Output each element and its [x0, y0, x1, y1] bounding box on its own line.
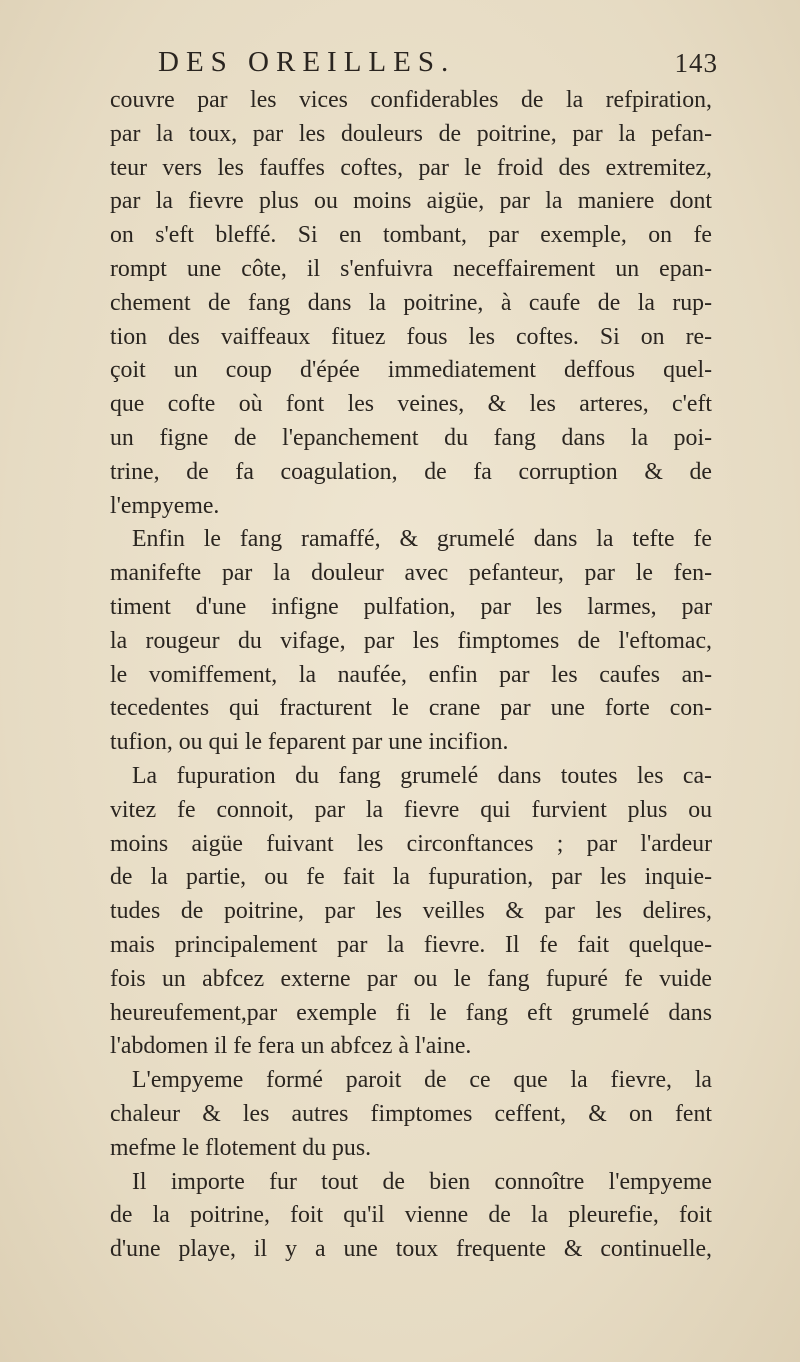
text-line: çoit un coup d'épée immediatement deffous quel-	[110, 357, 712, 384]
text-line: tion des vaiffeaux fituez fous les coftes. Si on re-	[110, 323, 712, 350]
text-line: tufion, ou qui le feparent par une incifion.	[110, 729, 509, 756]
text-line: l'empyeme.	[110, 492, 220, 519]
text-line: un figne de l'epanchement du fang dans la poi-	[110, 424, 712, 451]
text-line: trine, de fa coagulation, de fa corruption & de	[110, 458, 712, 485]
text-line: Enfin le fang ramaffé, & grumelé dans la tefte fe	[132, 526, 712, 553]
text-line: de la poitrine, foit qu'il vienne de la pleurefie, foit	[110, 1202, 712, 1229]
text-line: timent d'une infigne pulfation, par les larmes, par	[110, 593, 712, 620]
page-number: 143	[674, 48, 718, 78]
text-line: vitez fe connoit, par la fievre qui furvient plus ou	[110, 796, 712, 823]
running-head-title: DES OREILLES.	[158, 46, 456, 78]
text-line: moins aigüe fuivant les circonftances ; par l'ardeur	[110, 830, 712, 857]
body-text	[110, 84, 712, 1267]
text-line: le vomiffement, la naufée, enfin par les caufes an-	[110, 661, 712, 688]
text-line: couvre par les vices confiderables de la refpiration,	[110, 87, 712, 113]
text-line: mais principalement par la fievre. Il fe fait quelque-	[110, 931, 712, 958]
text-line: la rougeur du vifage, par les fimptomes de l'eftomac,	[110, 627, 712, 654]
text-line: La fupuration du fang grumelé dans toutes les ca-	[132, 762, 712, 789]
text-line: chement de fang dans la poitrine, à caufe de la rup-	[110, 289, 712, 316]
running-head	[158, 46, 718, 86]
text-line: fois un abfcez externe par ou le fang fupuré fe vuide	[110, 965, 712, 992]
text-line: L'empyeme formé paroit de ce que la fievre, la	[132, 1067, 712, 1094]
text-line: rompt une côte, il s'enfuivra neceffairement un epan-	[110, 255, 712, 282]
text-line: tudes de poitrine, par les veilles & par les delires,	[110, 898, 712, 925]
text-line: chaleur & les autres fimptomes ceffent, & on fent	[110, 1100, 712, 1127]
text-line: heureufement,par exemple fi le fang eft grumelé dans	[110, 999, 712, 1026]
text-line: Il importe fur tout de bien connoître l'empyeme	[132, 1168, 712, 1195]
text-line: l'abdomen il fe fera un abfcez à l'aine.	[110, 1033, 472, 1060]
text-line: par la fievre plus ou moins aigüe, par la maniere dont	[110, 188, 712, 215]
text-line: que cofte où font les veines, & les arteres, c'eft	[110, 391, 712, 418]
text-line: de la partie, ou fe fait la fupuration, par les inquie-	[110, 864, 712, 891]
text-line: tecedentes qui fracturent le crane par une forte con-	[110, 695, 712, 722]
text-line: d'une playe, il y a une toux frequente & continuelle,	[110, 1236, 712, 1263]
text-line: mefme le flotement du pus.	[110, 1134, 372, 1161]
text-line: manifefte par la douleur avec pefanteur, par le fen-	[110, 560, 712, 587]
text-line: par la toux, par les douleurs de poitrine, par la pefan-	[110, 120, 712, 147]
text-line: on s'eft bleffé. Si en tombant, par exemple, on fe	[110, 222, 712, 249]
text-line: teur vers les fauffes coftes, par le froid des extremitez,	[110, 154, 712, 181]
